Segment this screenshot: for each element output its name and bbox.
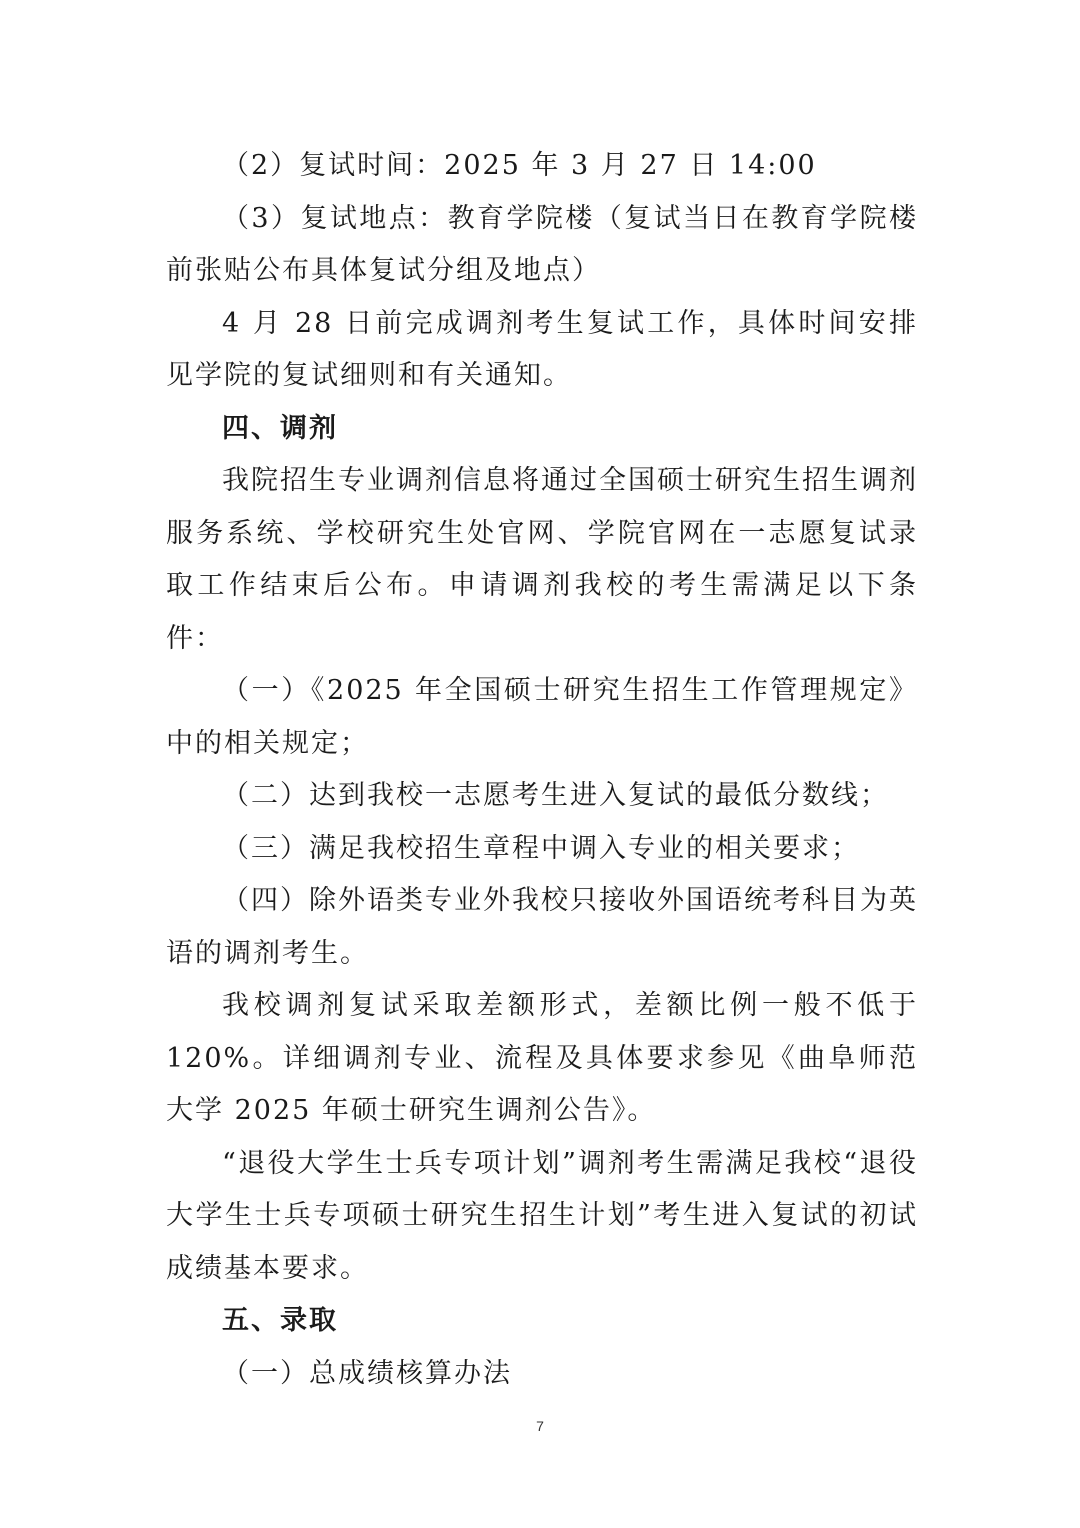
subsection-heading-total-score: （一）总成绩核算办法 — [222, 1357, 512, 1389]
retest-time-paragraph: （2）复试时间：2025 年 3 月 27 日 14:00 — [222, 150, 817, 181]
retest-location-paragraph: （3）复试地点：教育学院楼（复试当日在教育学院楼前张贴公布具体复试分组及地点） — [166, 202, 918, 286]
page-number: 7 — [536, 1418, 544, 1434]
document-body — [166, 140, 918, 1400]
section-heading-admission: 五、录取 — [222, 1305, 338, 1336]
adjustment-info-paragraph: 我院招生专业调剂信息将通过全国硕士研究生招生调剂服务系统、学校研究生处官网、学院官网在一志愿复试录取工作结束后公布。申请调剂我校的考生需满足以下条件： — [166, 465, 918, 654]
condition-4-paragraph: （四）除外语类专业外我校只接收外国语统考科目为英语的调剂考生。 — [166, 885, 918, 969]
condition-1-paragraph: （一）《2025 年全国硕士研究生招生工作管理规定》中的相关规定； — [166, 675, 918, 759]
veteran-plan-paragraph: “退役大学生士兵专项计划”调剂考生需满足我校“退役大学生士兵专项硕士研究生招生计划”考生进入复试的初试成绩基本要求。 — [166, 1147, 918, 1284]
condition-2-paragraph: （二）达到我校一志愿考生进入复试的最低分数线； — [222, 780, 889, 811]
adjustment-deadline-paragraph: 4 月 28 日前完成调剂考生复试工作，具体时间安排见学院的复试细则和有关通知。 — [166, 307, 918, 391]
section-heading-adjustment: 四、调剂 — [222, 412, 338, 444]
condition-3-paragraph: （三）满足我校招生章程中调入专业的相关要求； — [222, 832, 860, 864]
differential-ratio-paragraph: 我校调剂复试采取差额形式，差额比例一般不低于 120%。详细调剂专业、流程及具体要求参见《曲阜师范大学 2025 年硕士研究生调剂公告》。 — [166, 990, 918, 1126]
